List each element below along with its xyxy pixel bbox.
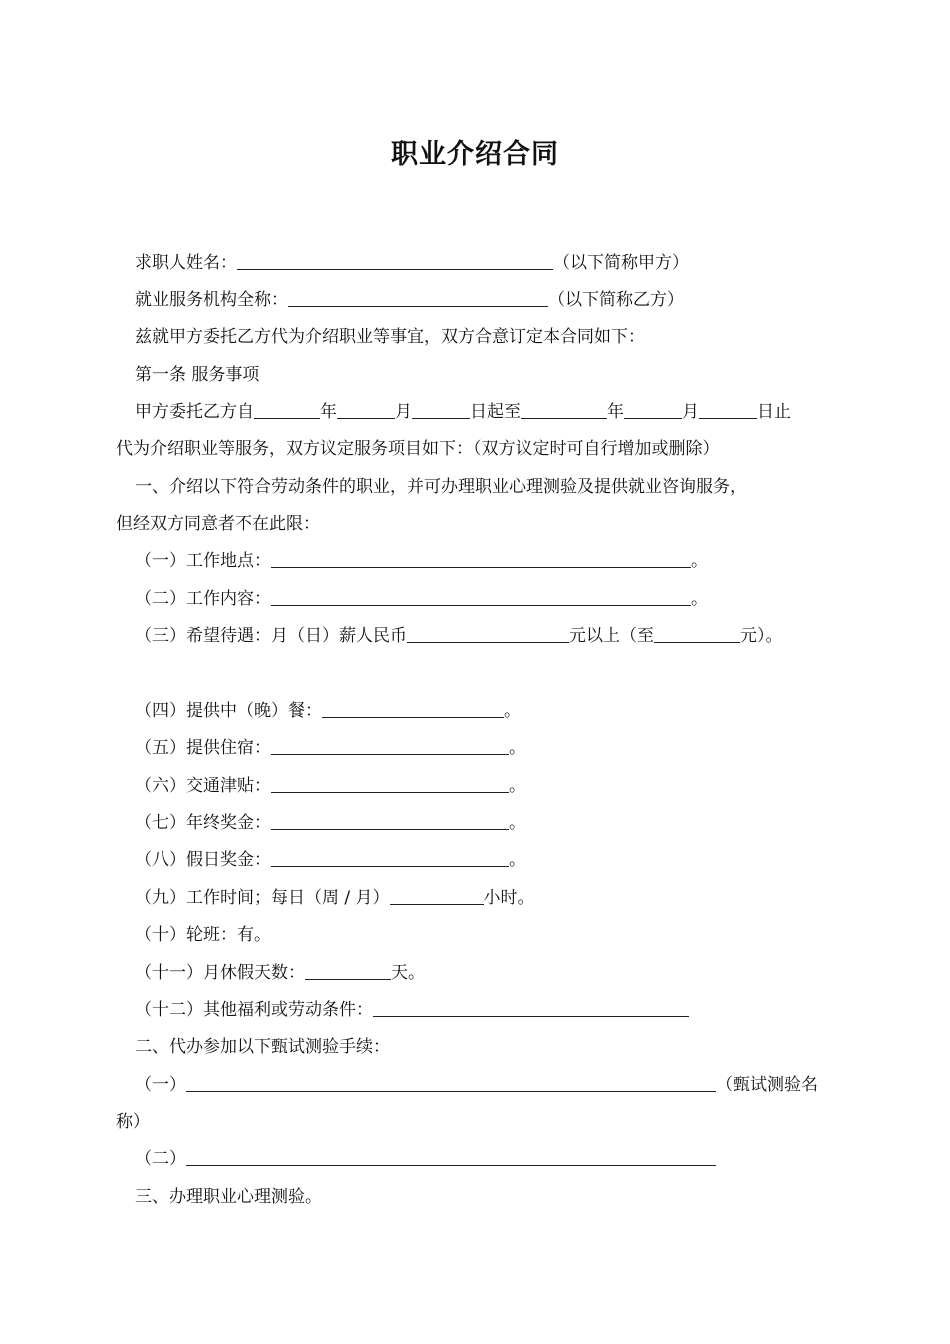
lodging-blank[interactable] [271, 736, 509, 755]
meal-blank[interactable] [322, 699, 504, 718]
test-one-label: （一） [135, 1075, 186, 1095]
work-content-blank[interactable] [271, 587, 691, 606]
work-location-label: （一）工作地点： [135, 551, 271, 571]
day-until-label: 日止 [757, 402, 791, 422]
salary-label: （三）希望待遇：月（日）薪人民币 [135, 626, 407, 646]
month-label: 月 [395, 402, 412, 422]
transport-label: （六）交通津贴： [135, 776, 271, 796]
period-mark: 。 [504, 701, 521, 721]
holiday-bonus-line [135, 847, 526, 873]
work-hours-line [135, 885, 535, 911]
year-label: 年 [320, 402, 337, 422]
year-end-bonus-label: （七）年终奖金： [135, 813, 271, 833]
period-label: 甲方委托乙方自 [135, 402, 254, 422]
work-location-line [135, 548, 708, 574]
period-mark: 。 [509, 738, 526, 758]
other-benefits-label: （十二）其他福利或劳动条件： [135, 1000, 373, 1020]
item-three-heading: 三、办理职业心理测验。 [135, 1187, 322, 1207]
work-location-blank[interactable] [271, 549, 691, 568]
agency-name-label: 就业服务机构全称： [135, 290, 288, 310]
period-mark: 。 [691, 589, 708, 609]
item-one-text: 一、介绍以下符合劳动条件的职业，并可办理职业心理测验及提供就业咨询服务， [135, 477, 747, 497]
article-one-heading: 第一条 服务事项 [135, 365, 260, 385]
test-one-line [135, 1072, 818, 1098]
shift-line: （十）轮班：有。 [135, 925, 271, 945]
applicant-name-blank[interactable] [237, 251, 553, 270]
year-end-bonus-line [135, 810, 526, 836]
salary-end-label: 元）。 [740, 626, 783, 646]
service-period-line [135, 399, 791, 425]
monthly-leave-label: （十一）月休假天数： [135, 963, 305, 983]
transport-line [135, 773, 526, 799]
work-hours-label: （九）工作时间；每日（周 / 月） [135, 888, 390, 908]
agency-name-line [135, 287, 684, 313]
salary-line [135, 623, 783, 649]
party-a-note: （以下简称甲方） [553, 253, 689, 273]
test-name-note-cont: 称） [116, 1112, 150, 1132]
work-content-label: （二）工作内容： [135, 589, 271, 609]
applicant-name-label: 求职人姓名： [135, 253, 237, 273]
lodging-line [135, 735, 526, 761]
end-year-blank[interactable] [521, 400, 607, 419]
end-month-blank[interactable] [624, 400, 682, 419]
period-mark: 。 [509, 813, 526, 833]
agency-name-blank[interactable] [288, 288, 548, 307]
test-two-label: （二） [135, 1149, 186, 1169]
start-year-blank[interactable] [254, 400, 320, 419]
month-label: 月 [682, 402, 699, 422]
meal-label: （四）提供中（晚）餐： [135, 701, 322, 721]
hours-unit-label: 小时。 [483, 888, 535, 908]
end-day-blank[interactable] [699, 400, 757, 419]
salary-max-blank[interactable] [654, 624, 740, 643]
test-two-blank[interactable] [186, 1147, 716, 1166]
monthly-leave-blank[interactable] [305, 961, 391, 980]
period-mark: 。 [509, 850, 526, 870]
period-mark: 。 [509, 776, 526, 796]
item-one-text-cont: 但经双方同意者不在此限： [116, 514, 320, 534]
salary-mid-label: 元以上（至 [569, 626, 654, 646]
monthly-leave-line [135, 960, 425, 986]
period-mark: 。 [691, 551, 708, 571]
work-hours-blank[interactable] [390, 886, 484, 905]
item-two-heading: 二、代办参加以下甄试测验手续： [135, 1037, 390, 1057]
meal-line [135, 698, 521, 724]
transport-blank[interactable] [271, 774, 509, 793]
test-one-blank[interactable] [186, 1073, 716, 1092]
year-label: 年 [607, 402, 624, 422]
days-unit-label: 天。 [391, 963, 425, 983]
preamble: 兹就甲方委托乙方代为介绍职业等事宜，双方合意订定本合同如下： [135, 327, 645, 347]
applicant-name-line [135, 250, 689, 276]
holiday-bonus-label: （八）假日奖金： [135, 850, 271, 870]
document-title: 职业介绍合同 [391, 139, 559, 170]
test-two-line [135, 1146, 716, 1172]
salary-min-blank[interactable] [407, 624, 569, 643]
start-day-blank[interactable] [412, 400, 470, 419]
lodging-label: （五）提供住宿： [135, 738, 271, 758]
test-name-note: （甄试测验名 [716, 1075, 818, 1095]
work-content-line [135, 586, 708, 612]
other-benefits-line [135, 997, 689, 1023]
start-month-blank[interactable] [337, 400, 395, 419]
party-b-note: （以下简称乙方） [548, 290, 684, 310]
year-end-bonus-blank[interactable] [271, 811, 509, 830]
service-items-intro: 代为介绍职业等服务，双方议定服务项目如下：（双方议定时可自行增加或删除） [116, 439, 720, 459]
other-benefits-blank[interactable] [373, 998, 689, 1017]
holiday-bonus-blank[interactable] [271, 848, 509, 867]
day-from-label: 日起至 [470, 402, 521, 422]
